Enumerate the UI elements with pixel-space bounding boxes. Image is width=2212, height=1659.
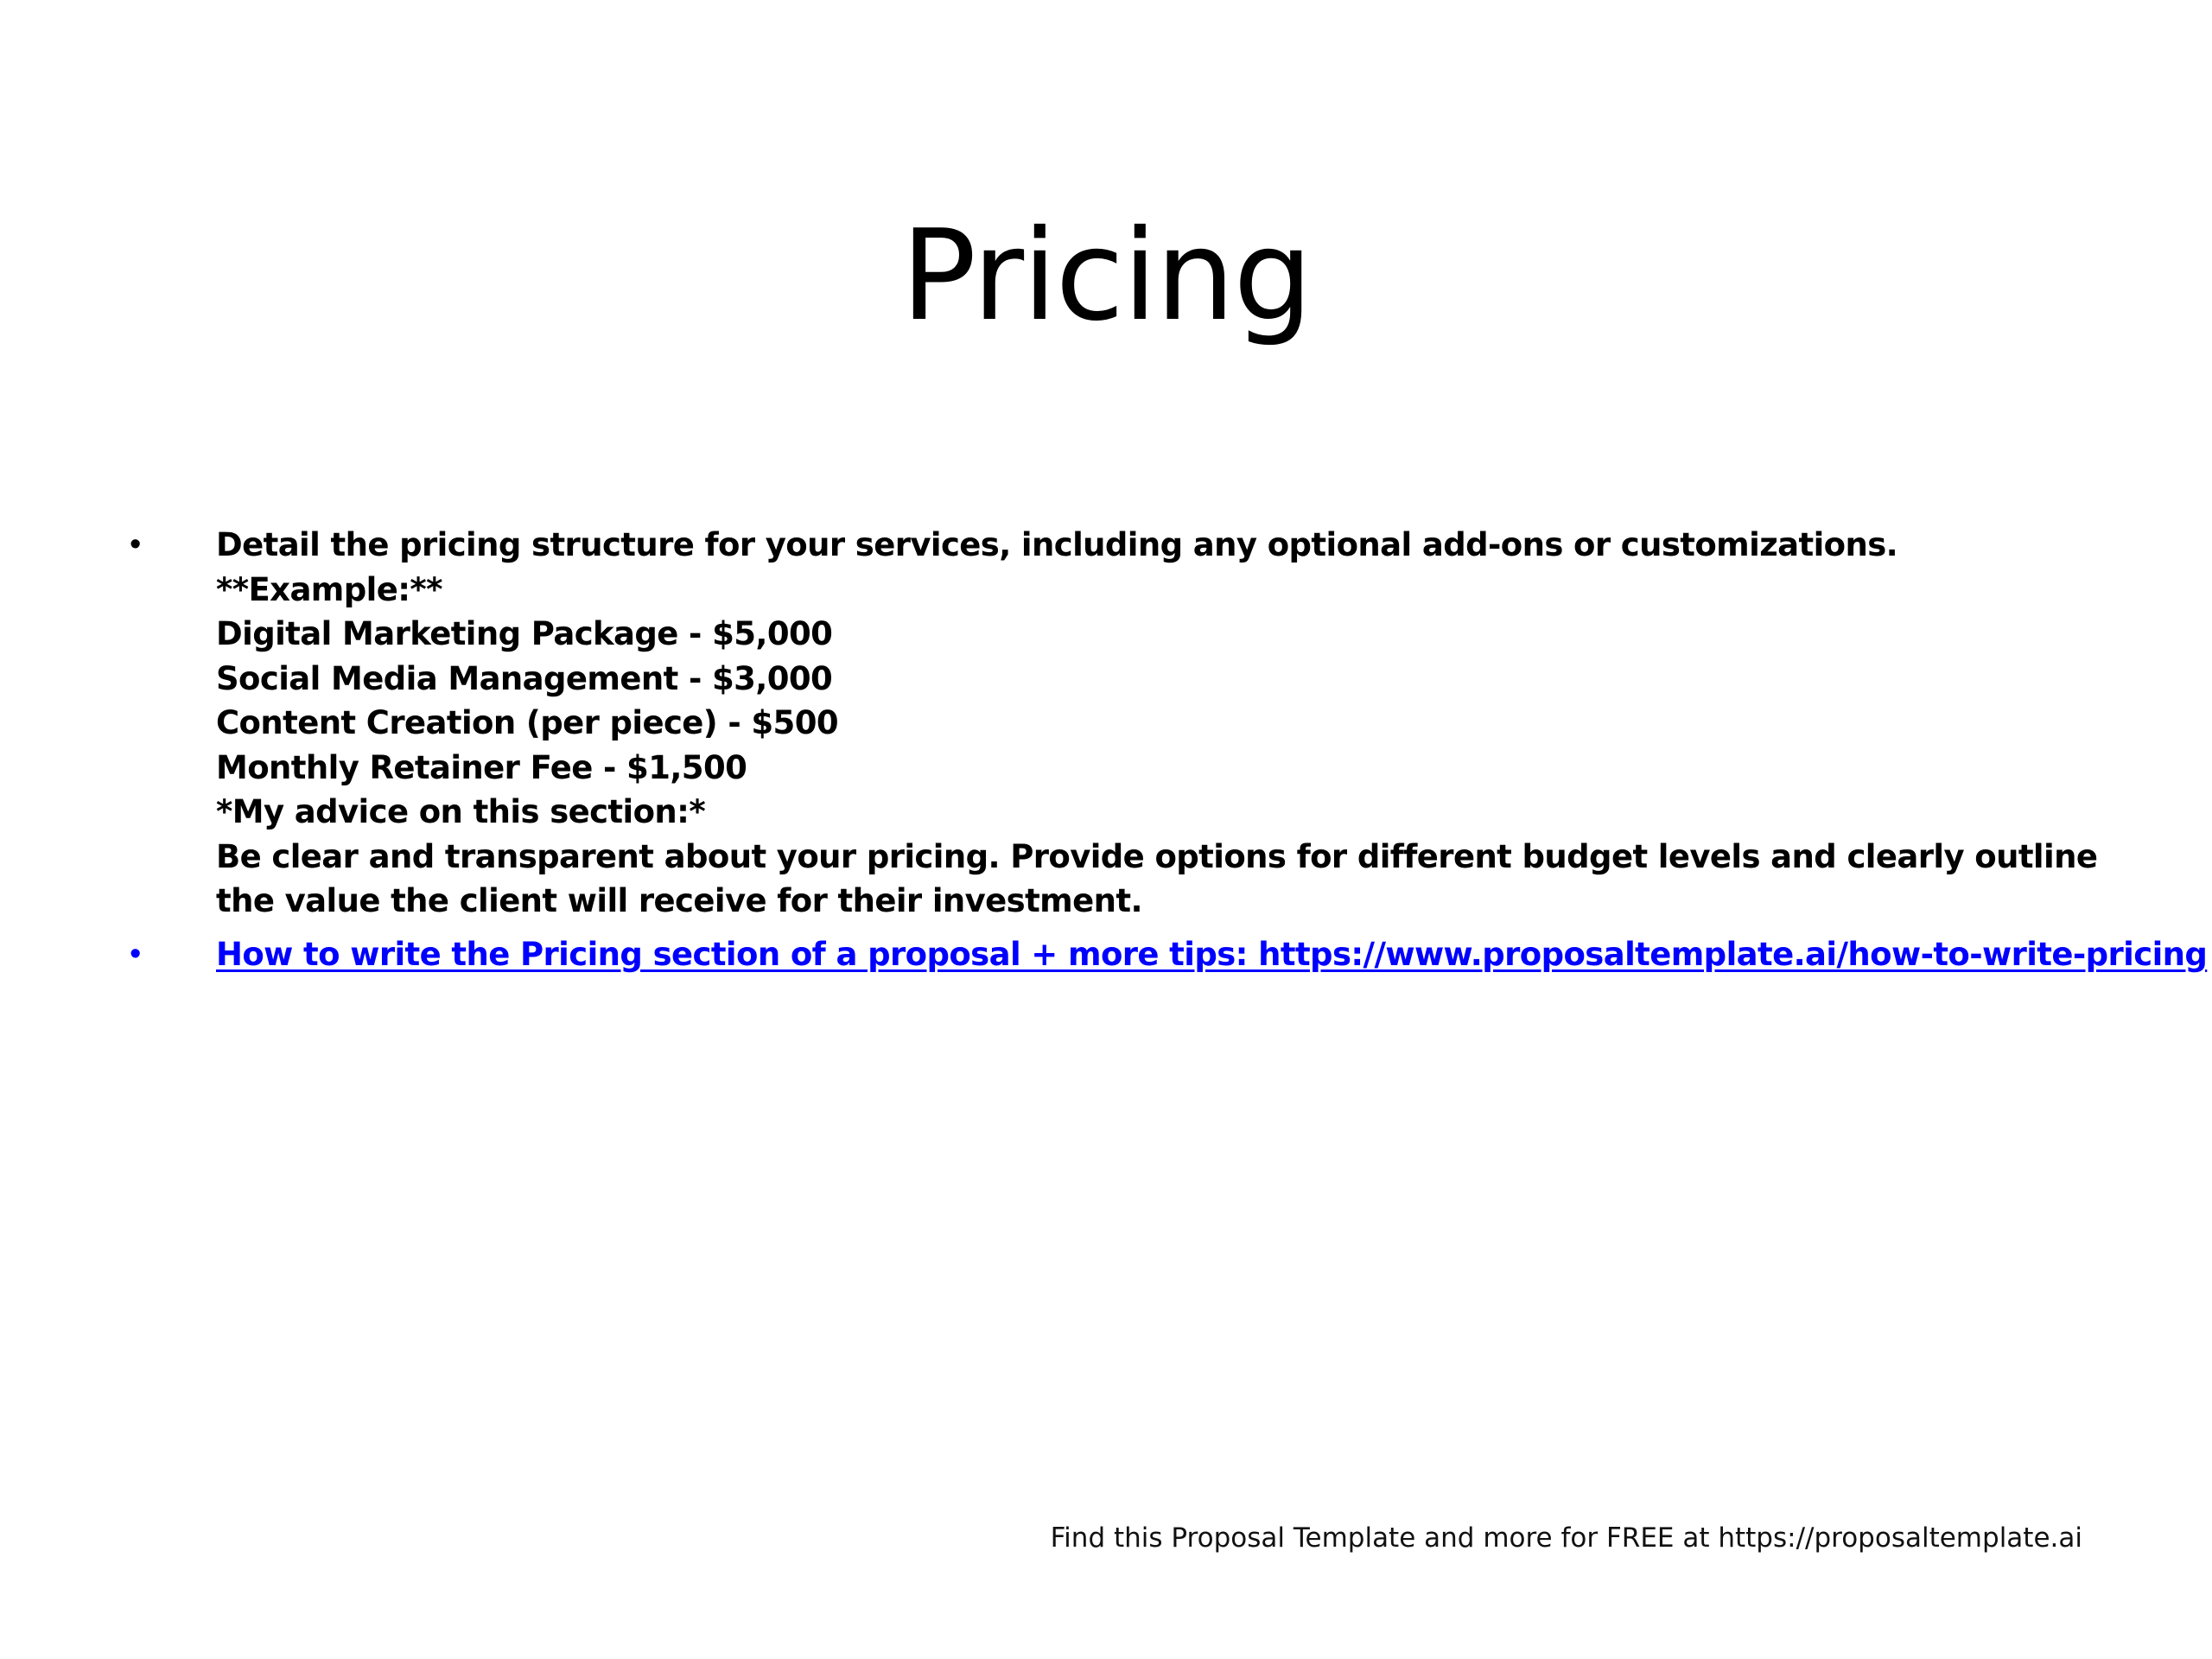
slide-title: Pricing bbox=[900, 203, 1312, 350]
pricing-tips-link[interactable]: How to write the Pricing section of a proposal + more tips: https://www.proposaltemplate.ai/how-to-write-pricing bbox=[216, 935, 2208, 973]
link-bullet-icon: • bbox=[130, 935, 142, 972]
bullet-icon: • bbox=[130, 526, 142, 563]
price-line-content-creation: Content Creation (per piece) - $500 bbox=[216, 704, 838, 741]
pricing-description bbox=[216, 523, 2108, 924]
tips-link-container bbox=[216, 932, 2208, 977]
tips-link-item bbox=[130, 932, 2208, 977]
pricing-bullet-item bbox=[130, 523, 2108, 924]
advice-text: Be clear and transparent about your pricing. Provide options for different budget levels and clearly outline the value the client will receive for their investment. bbox=[216, 837, 2098, 919]
price-line-social-media: Social Media Management - $3,000 bbox=[216, 659, 833, 697]
price-line-digital-marketing: Digital Marketing Package - $5,000 bbox=[216, 615, 833, 652]
intro-text: Detail the pricing structure for your services, including any optional add-ons or customizations. bbox=[216, 526, 1898, 563]
bullet-list bbox=[130, 523, 2208, 985]
price-line-monthly-retainer: Monthly Retainer Fee - $1,500 bbox=[216, 748, 747, 786]
example-heading: **Example:** bbox=[216, 570, 442, 608]
footer-note: Find this Proposal Template and more for FREE at https://proposaltemplate.ai bbox=[1050, 1522, 2082, 1554]
advice-heading: *My advice on this section:* bbox=[216, 793, 706, 830]
